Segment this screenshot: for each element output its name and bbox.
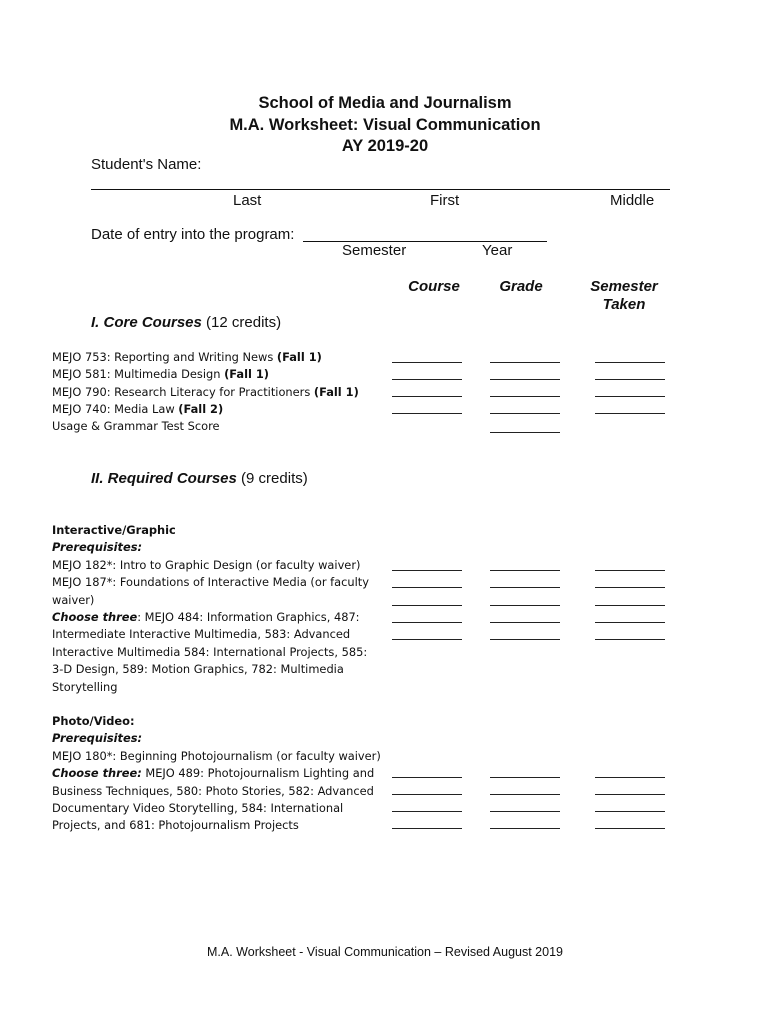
worksheet-title: M.A. Worksheet: Visual Communication (229, 116, 541, 134)
grade-column-header: Grade (499, 278, 543, 295)
interactive-choose-label: Choose three (52, 610, 138, 625)
core-courses-title: I. Core Courses (91, 314, 202, 331)
core-course-list (52, 349, 359, 435)
photo-video-block (52, 713, 382, 835)
interactive-prereq-2: MEJO 187*: Foundations of Interactive Media (or faculty waiver) (52, 575, 369, 607)
grade-blank[interactable] (490, 605, 560, 606)
interactive-prereq-label: Prerequisites: (52, 540, 143, 555)
semester-blank[interactable] (595, 828, 665, 829)
core-course-item: MEJO 790: Research Literacy for Practitioners (Fall 1) (52, 384, 359, 399)
course-blank[interactable] (392, 622, 462, 623)
course-blank[interactable] (392, 794, 462, 795)
semester-blank[interactable] (595, 794, 665, 795)
interactive-graphic-block (52, 522, 382, 696)
course-blank[interactable] (392, 413, 462, 414)
semester-blank[interactable] (595, 362, 665, 363)
course-blank[interactable] (392, 828, 462, 829)
core-course-item: MEJO 753: Reporting and Writing News (Fall 1) (52, 350, 322, 364)
student-name-label: Student's Name: (91, 156, 202, 173)
photo-prereq-label: Prerequisites: (52, 731, 143, 746)
grade-blank[interactable] (490, 396, 560, 397)
grade-blank[interactable] (490, 413, 560, 414)
semester-blank[interactable] (595, 570, 665, 571)
core-course-item: MEJO 581: Multimedia Design (Fall 1) (52, 367, 269, 382)
grade-blank[interactable] (490, 570, 560, 571)
grade-blank[interactable] (490, 362, 560, 363)
photo-choose (52, 765, 382, 835)
grade-blank[interactable] (490, 379, 560, 380)
course-blank[interactable] (392, 362, 462, 363)
course-blank[interactable] (392, 570, 462, 571)
academic-year: AY 2019-20 (341, 137, 429, 155)
semester-taken-header-line1: Semester (590, 278, 658, 295)
semester-taken-header-line2: Taken (602, 296, 646, 313)
test-score-item: Usage & Grammar Test Score (52, 419, 220, 434)
course-blank[interactable] (392, 605, 462, 606)
core-course-item: MEJO 740: Media Law (Fall 2) (52, 401, 224, 416)
semester-blank[interactable] (595, 396, 665, 397)
student-name-line[interactable] (91, 189, 670, 190)
entry-date-label: Date of entry into the program: (91, 226, 295, 243)
page-footer: M.A. Worksheet - Visual Communication – Revised August 2019 (207, 945, 563, 959)
year-caption: Year (482, 242, 513, 259)
grade-blank[interactable] (490, 777, 560, 778)
middle-name-caption: Middle (610, 192, 655, 209)
course-blank[interactable] (392, 396, 462, 397)
photo-prereq-1: MEJO 180*: Beginning Photojournalism (or faculty waiver) (52, 748, 381, 763)
required-courses-credits: (9 credits) (241, 470, 308, 487)
core-courses-credits: (12 credits) (206, 314, 282, 331)
semester-caption: Semester (342, 242, 407, 259)
required-courses-title: II. Required Courses (91, 470, 237, 487)
semester-blank[interactable] (595, 605, 665, 606)
course-column-header: Course (408, 278, 460, 295)
school-title: School of Media and Journalism (258, 94, 512, 112)
photo-choose-text: MEJO 489: Photojournalism Lighting and Business Techniques, 580: Photo Stories, 582: Advanced Documentary Video Storytelling, 584: International Projects, and 681: Photojournalism Projects (52, 766, 375, 833)
course-blank[interactable] (392, 777, 462, 778)
first-name-caption: First (430, 192, 460, 209)
grade-blank[interactable] (490, 828, 560, 829)
course-blank[interactable] (392, 379, 462, 380)
course-blank[interactable] (392, 811, 462, 812)
semester-blank[interactable] (595, 413, 665, 414)
interactive-prereq-1: MEJO 182*: Intro to Graphic Design (or faculty waiver) (52, 557, 361, 572)
semester-blank[interactable] (595, 811, 665, 812)
semester-blank[interactable] (595, 777, 665, 778)
semester-blank[interactable] (595, 639, 665, 640)
core-courses-heading (91, 314, 281, 331)
course-blank[interactable] (392, 639, 462, 640)
grade-blank[interactable] (490, 622, 560, 623)
semester-blank[interactable] (595, 587, 665, 588)
grade-blank[interactable] (490, 639, 560, 640)
required-courses-heading (91, 470, 308, 487)
photo-video-title: Photo/Video: (52, 714, 135, 728)
test-score-blank[interactable] (490, 432, 560, 433)
interactive-graphic-title: Interactive/Graphic (52, 523, 176, 537)
semester-blank[interactable] (595, 379, 665, 380)
grade-blank[interactable] (490, 811, 560, 812)
photo-choose-label: Choose three: (52, 766, 142, 781)
grade-blank[interactable] (490, 794, 560, 795)
grade-blank[interactable] (490, 587, 560, 588)
course-blank[interactable] (392, 587, 462, 588)
interactive-choose (52, 609, 382, 696)
last-name-caption: Last (233, 192, 262, 209)
interactive-choose-text: : MEJO 484: Information Graphics, 487: Intermediate Interactive Multimedia, 583: Advanced Interactive Multimedia 584: International Projects, 585: 3-D Design, 589: Motion Graphics, 782: Multimedia Storytelling (52, 610, 368, 694)
semester-blank[interactable] (595, 622, 665, 623)
